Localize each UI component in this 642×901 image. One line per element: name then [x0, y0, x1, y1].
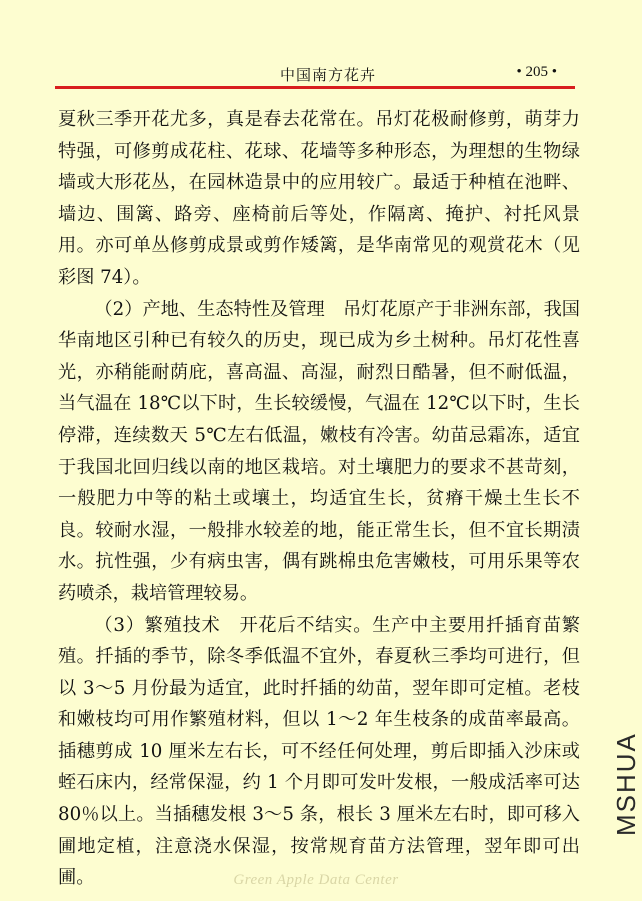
page-number: • 205 •	[516, 64, 557, 80]
paragraph-continued: 夏秋三季开花尤多，真是春去花常在。吊灯花极耐修剪，萌芽力特强，可修剪成花柱、花球、花墙等多种形态，为理想的生物绿墙或大形花丛，在园林造景中的应用较广。最适于种植在池畔、墙边、围篱、路旁、座椅前后等处，作隔离、掩护、衬托风景用。亦可单丛修剪成景或剪作矮篱，是华南常见的观赏花木（见彩图 74）。	[58, 109, 580, 288]
body-text	[58, 104, 580, 894]
watermark-side: MSHUA	[611, 732, 641, 836]
paragraph-origin-ecology: （2）产地、生态特性及管理 吊灯花原产于非洲东部，我国华南地区引种已有较久的历史，现已成为乡土树种。吊灯花性喜光，亦稍能耐荫庇，喜高温、高湿，耐烈日酷暑，但不耐低温，当气温在 18℃以下时，生长较缓慢，气温在 12℃以下时，生长停滞，连续数天 5℃左右低温，嫩枝有冷害。幼苗忌霜冻，适宜于我国北回归线以南的地区栽培。对土壤肥力的要求不甚苛刻，一般肥力中等的粘土或壤土，均适宜生长，贫瘠干燥土生长不良。较耐水湿，一般排水较差的地，能正常生长，但不宜长期渍水。抗性强，少有病虫害，偶有跳棉虫危害嫩枝，可用乐果等农药喷杀，栽培管理较易。	[58, 298, 580, 604]
running-title: 中国南方花卉	[280, 66, 377, 84]
header-rule	[55, 86, 575, 89]
watermark-bottom: Green Apple Data Center	[233, 872, 399, 888]
paragraph-propagation: （3）繁殖技术 开花后不结实。生产中主要用扦插育苗繁殖。扦插的季节，除冬季低温不宜外，春夏秋三季均可进行，但以 3～5 月份最为适宜，此时扦插的幼苗，翌年即可定植。老枝和嫩枝均可用作繁殖材料，但以 1～2 年生枝条的成苗率最高。插穗剪成 10 厘米左右长，可不经任何处理，剪后即插入沙床或蛭石床内，经常保湿，约 1 个月即可发叶发根，一般成活率可达 80％以上。当插穗发根 3～5 条，根长 3 厘米左右时，即可移入圃地定植，注意浇水保湿，按常规育苗方法管理，翌年即可出圃。	[58, 614, 580, 889]
page-header	[55, 60, 575, 88]
